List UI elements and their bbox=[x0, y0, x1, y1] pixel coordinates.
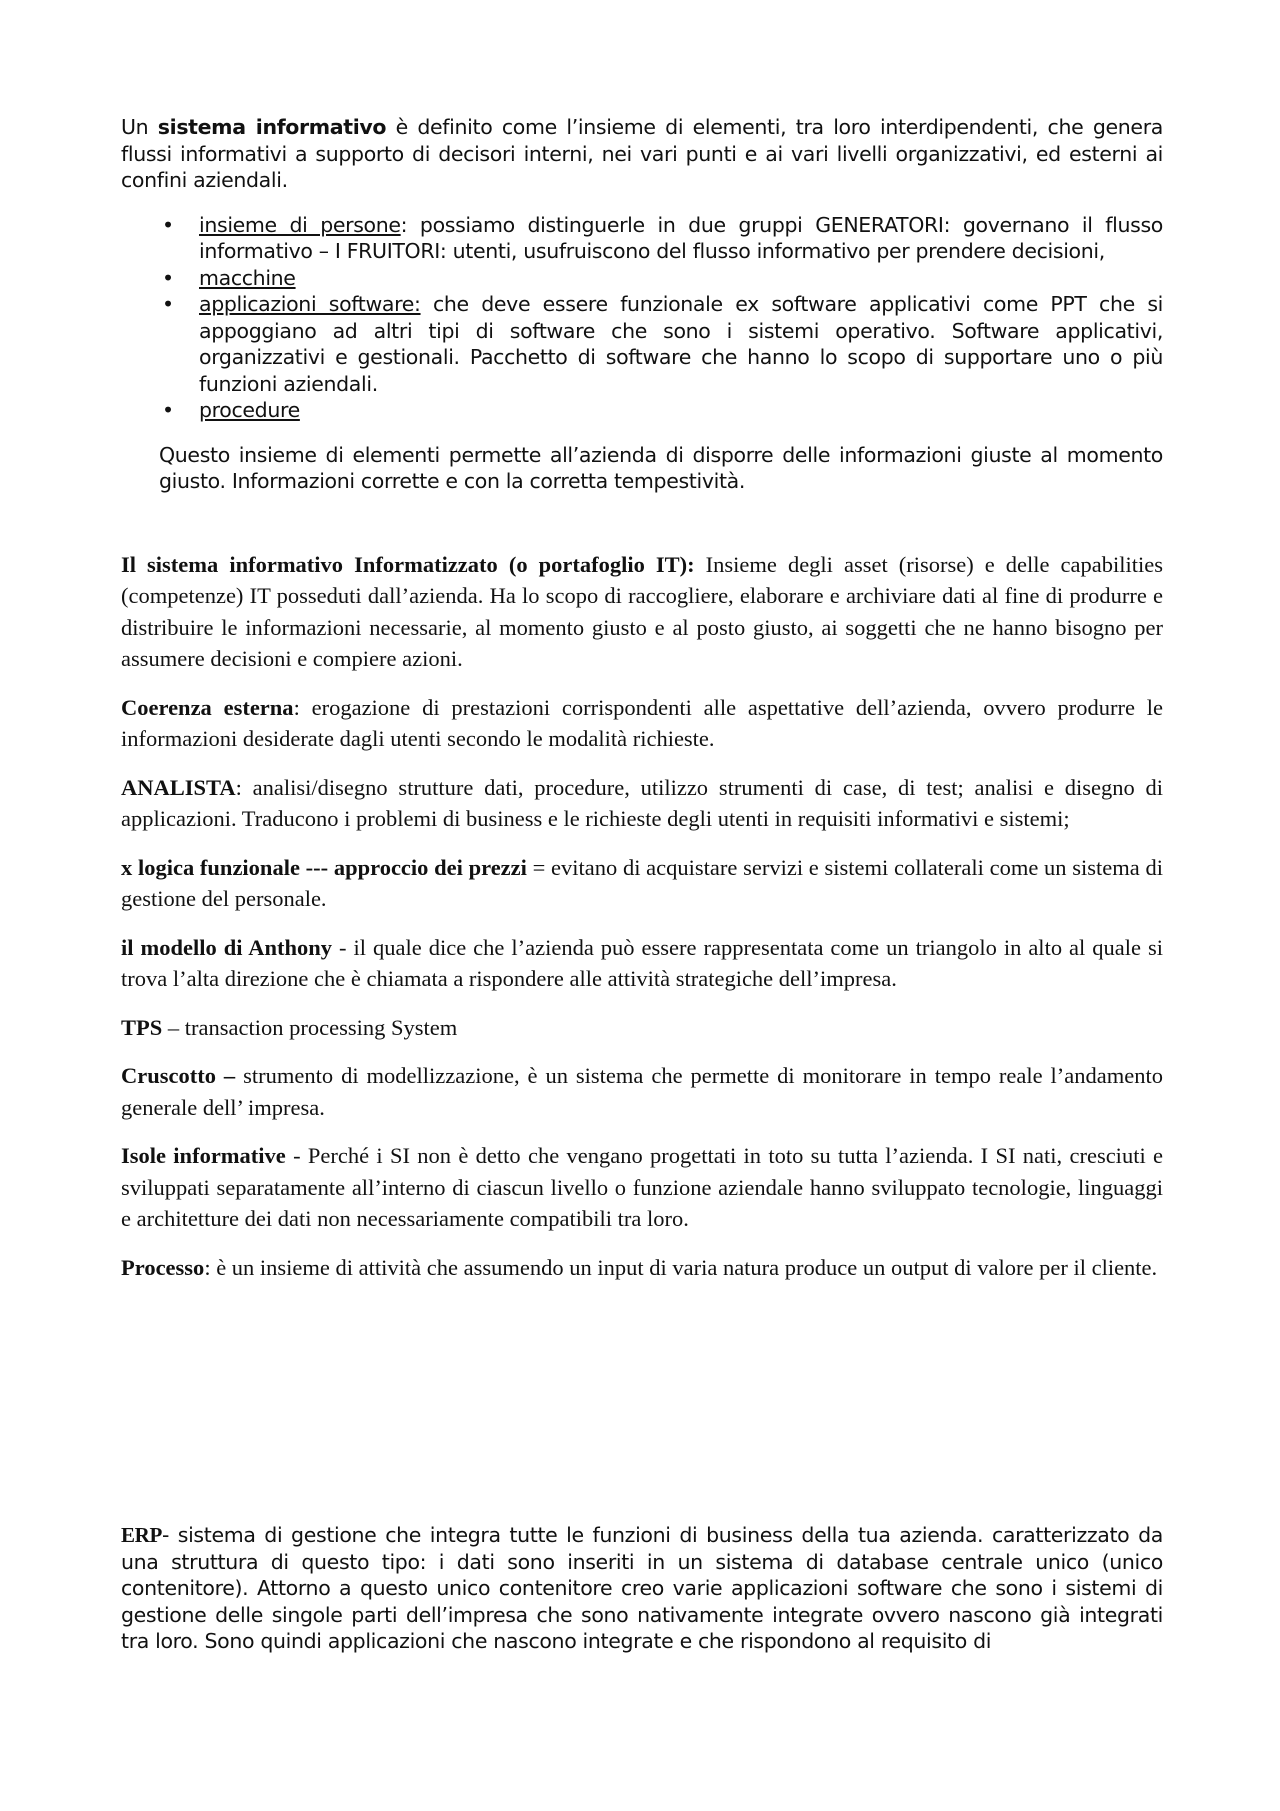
definition-text: - il quale dice che l’azienda può essere rappresentata come un triangolo in alto al quale si trova l’alta direzione che è chiamata a rispondere alle attività strategiche dell’impresa. bbox=[121, 934, 1163, 991]
bullet-icon: • bbox=[162, 265, 174, 290]
bullet-icon: • bbox=[162, 292, 174, 316]
definition-logica-funzionale bbox=[121, 852, 1163, 915]
erp-text: - sistema di gestione che integra tutte le funzioni di business della tua azienda. caratterizzato da una struttura di questo tipo: i dati sono inseriti in un sistema di database centrale unico (unico contenitore). Attorno a questo unico contenitore creo varie applicazioni software che sono i sistemi di gestione delle singole parti dell’impresa che sono nativamente integrate ovvero nascono già integrati tra loro. Sono quindi applicazioni che nascono integrate e che rispondono al requisito di bbox=[121, 1523, 1163, 1653]
document-page bbox=[121, 114, 1163, 1300]
intro-paragraph bbox=[121, 114, 1163, 194]
definition-term: ANALISTA bbox=[121, 774, 236, 800]
list-item bbox=[121, 265, 1163, 292]
list-item bbox=[121, 397, 1163, 424]
intro-term: sistema informativo bbox=[157, 115, 387, 139]
list-item-text: che deve essere funzionale ex software applicativi come PPT che si appoggiano ad altri tipi di software che sono i sistemi operativo. Software applicativi, organizzativi e gestionali. Pacchetto di software che hanno lo scopo di supportare uno o più funzioni aziendali. bbox=[199, 292, 1163, 396]
list-item-label: applicazioni software: bbox=[199, 292, 421, 316]
definition-text: - Perché i SI non è detto che vengano progettati in toto su tutta l’azienda. I SI nati, cresciuti e sviluppati separatamente all’interno di ciascun livello o funzione aziendale hanno sviluppato tecnologie, linguaggi e architetture dei dati non necessariamente compatibili tra loro. bbox=[121, 1143, 1163, 1231]
closing-paragraph: Questo insieme di elementi permette all’azienda di disporre delle informazioni giuste al momento giusto. Informazioni corrette e con la corretta tempestività. bbox=[159, 442, 1163, 493]
definition-modello-anthony bbox=[121, 932, 1163, 995]
definition-term: TPS bbox=[121, 1014, 163, 1040]
definition-term: Processo bbox=[121, 1254, 205, 1280]
list-item-label: macchine bbox=[199, 265, 296, 290]
elements-list bbox=[121, 212, 1163, 424]
definition-text: : è un insieme di attività che assumendo un input di varia natura produce un output di valore per il cliente. bbox=[204, 1254, 1158, 1280]
definition-term: x logica funzionale --- approccio dei prezzi bbox=[121, 854, 527, 880]
definition-term: Coerenza esterna bbox=[121, 694, 294, 720]
bullet-icon: • bbox=[162, 212, 174, 237]
definition-cruscotto bbox=[121, 1060, 1163, 1123]
definition-term: Il sistema informativo Informatizzato (o portafoglio IT): bbox=[121, 551, 695, 577]
definition-coerenza-esterna bbox=[121, 692, 1163, 755]
definition-text: strumento di modellizzazione, è un sistema che permette di monitorare in tempo reale l’andamento generale dell’ impresa. bbox=[121, 1063, 1164, 1120]
definition-analista bbox=[121, 772, 1163, 835]
erp-term: ERP bbox=[121, 1523, 162, 1547]
definition-tps bbox=[121, 1012, 1163, 1044]
list-item-label: insieme di persone bbox=[199, 212, 401, 237]
definition-text: : analisi/disegno strutture dati, procedure, utilizzo strumenti di case, di test; analisi e disegno di applicazioni. Traducono i problemi di business e le richieste degli utenti in requisiti informativi e sistemi; bbox=[121, 774, 1163, 831]
definition-it-portfolio bbox=[121, 549, 1163, 675]
definition-term: Isole informative bbox=[121, 1143, 286, 1168]
definition-term: il modello di Anthony bbox=[121, 934, 333, 960]
definition-processo bbox=[121, 1252, 1163, 1284]
list-item-label: procedure bbox=[199, 398, 300, 422]
definition-text: : erogazione di prestazioni corrispondenti alle aspettative dell’azienda, ovvero produrre le informazioni desiderate dagli utenti secondo le modalità richieste. bbox=[121, 694, 1163, 751]
erp-paragraph bbox=[121, 1522, 1163, 1655]
list-item bbox=[121, 291, 1163, 397]
definition-text: – transaction processing System bbox=[162, 1014, 458, 1040]
list-item-text: : possiamo distinguerle in due gruppi GENERATORI: governano il flusso informativo – I FRUITORI: utenti, usufruiscono del flusso informativo per prendere decisioni, bbox=[199, 212, 1163, 263]
intro-pre: Un bbox=[121, 115, 158, 139]
intro-text: è definito come l’insieme di elementi, tra loro interdipendenti, che genera flussi informativi a supporto di decisori interni, nei vari punti e ai vari livelli organizzativi, ed esterni ai confini aziendali. bbox=[121, 115, 1163, 192]
definition-term: Cruscotto – bbox=[121, 1063, 236, 1088]
definition-text: = evitano di acquistare servizi e sistemi collaterali come un sistema di gestione del personale. bbox=[121, 854, 1163, 911]
definition-text: Insieme degli asset (risorse) e delle capabilities (competenze) IT posseduti dall’azienda. Ha lo scopo di raccogliere, elaborare e archiviare dati al fine di produrre e distribuire le informazioni necessarie, al momento giusto e al posto giusto, ai soggetti che ne hanno bisogno per assumere decisioni e compiere azioni. bbox=[121, 551, 1164, 671]
list-item bbox=[121, 212, 1163, 265]
bullet-icon: • bbox=[162, 398, 174, 422]
definition-isole-informative bbox=[121, 1140, 1163, 1235]
